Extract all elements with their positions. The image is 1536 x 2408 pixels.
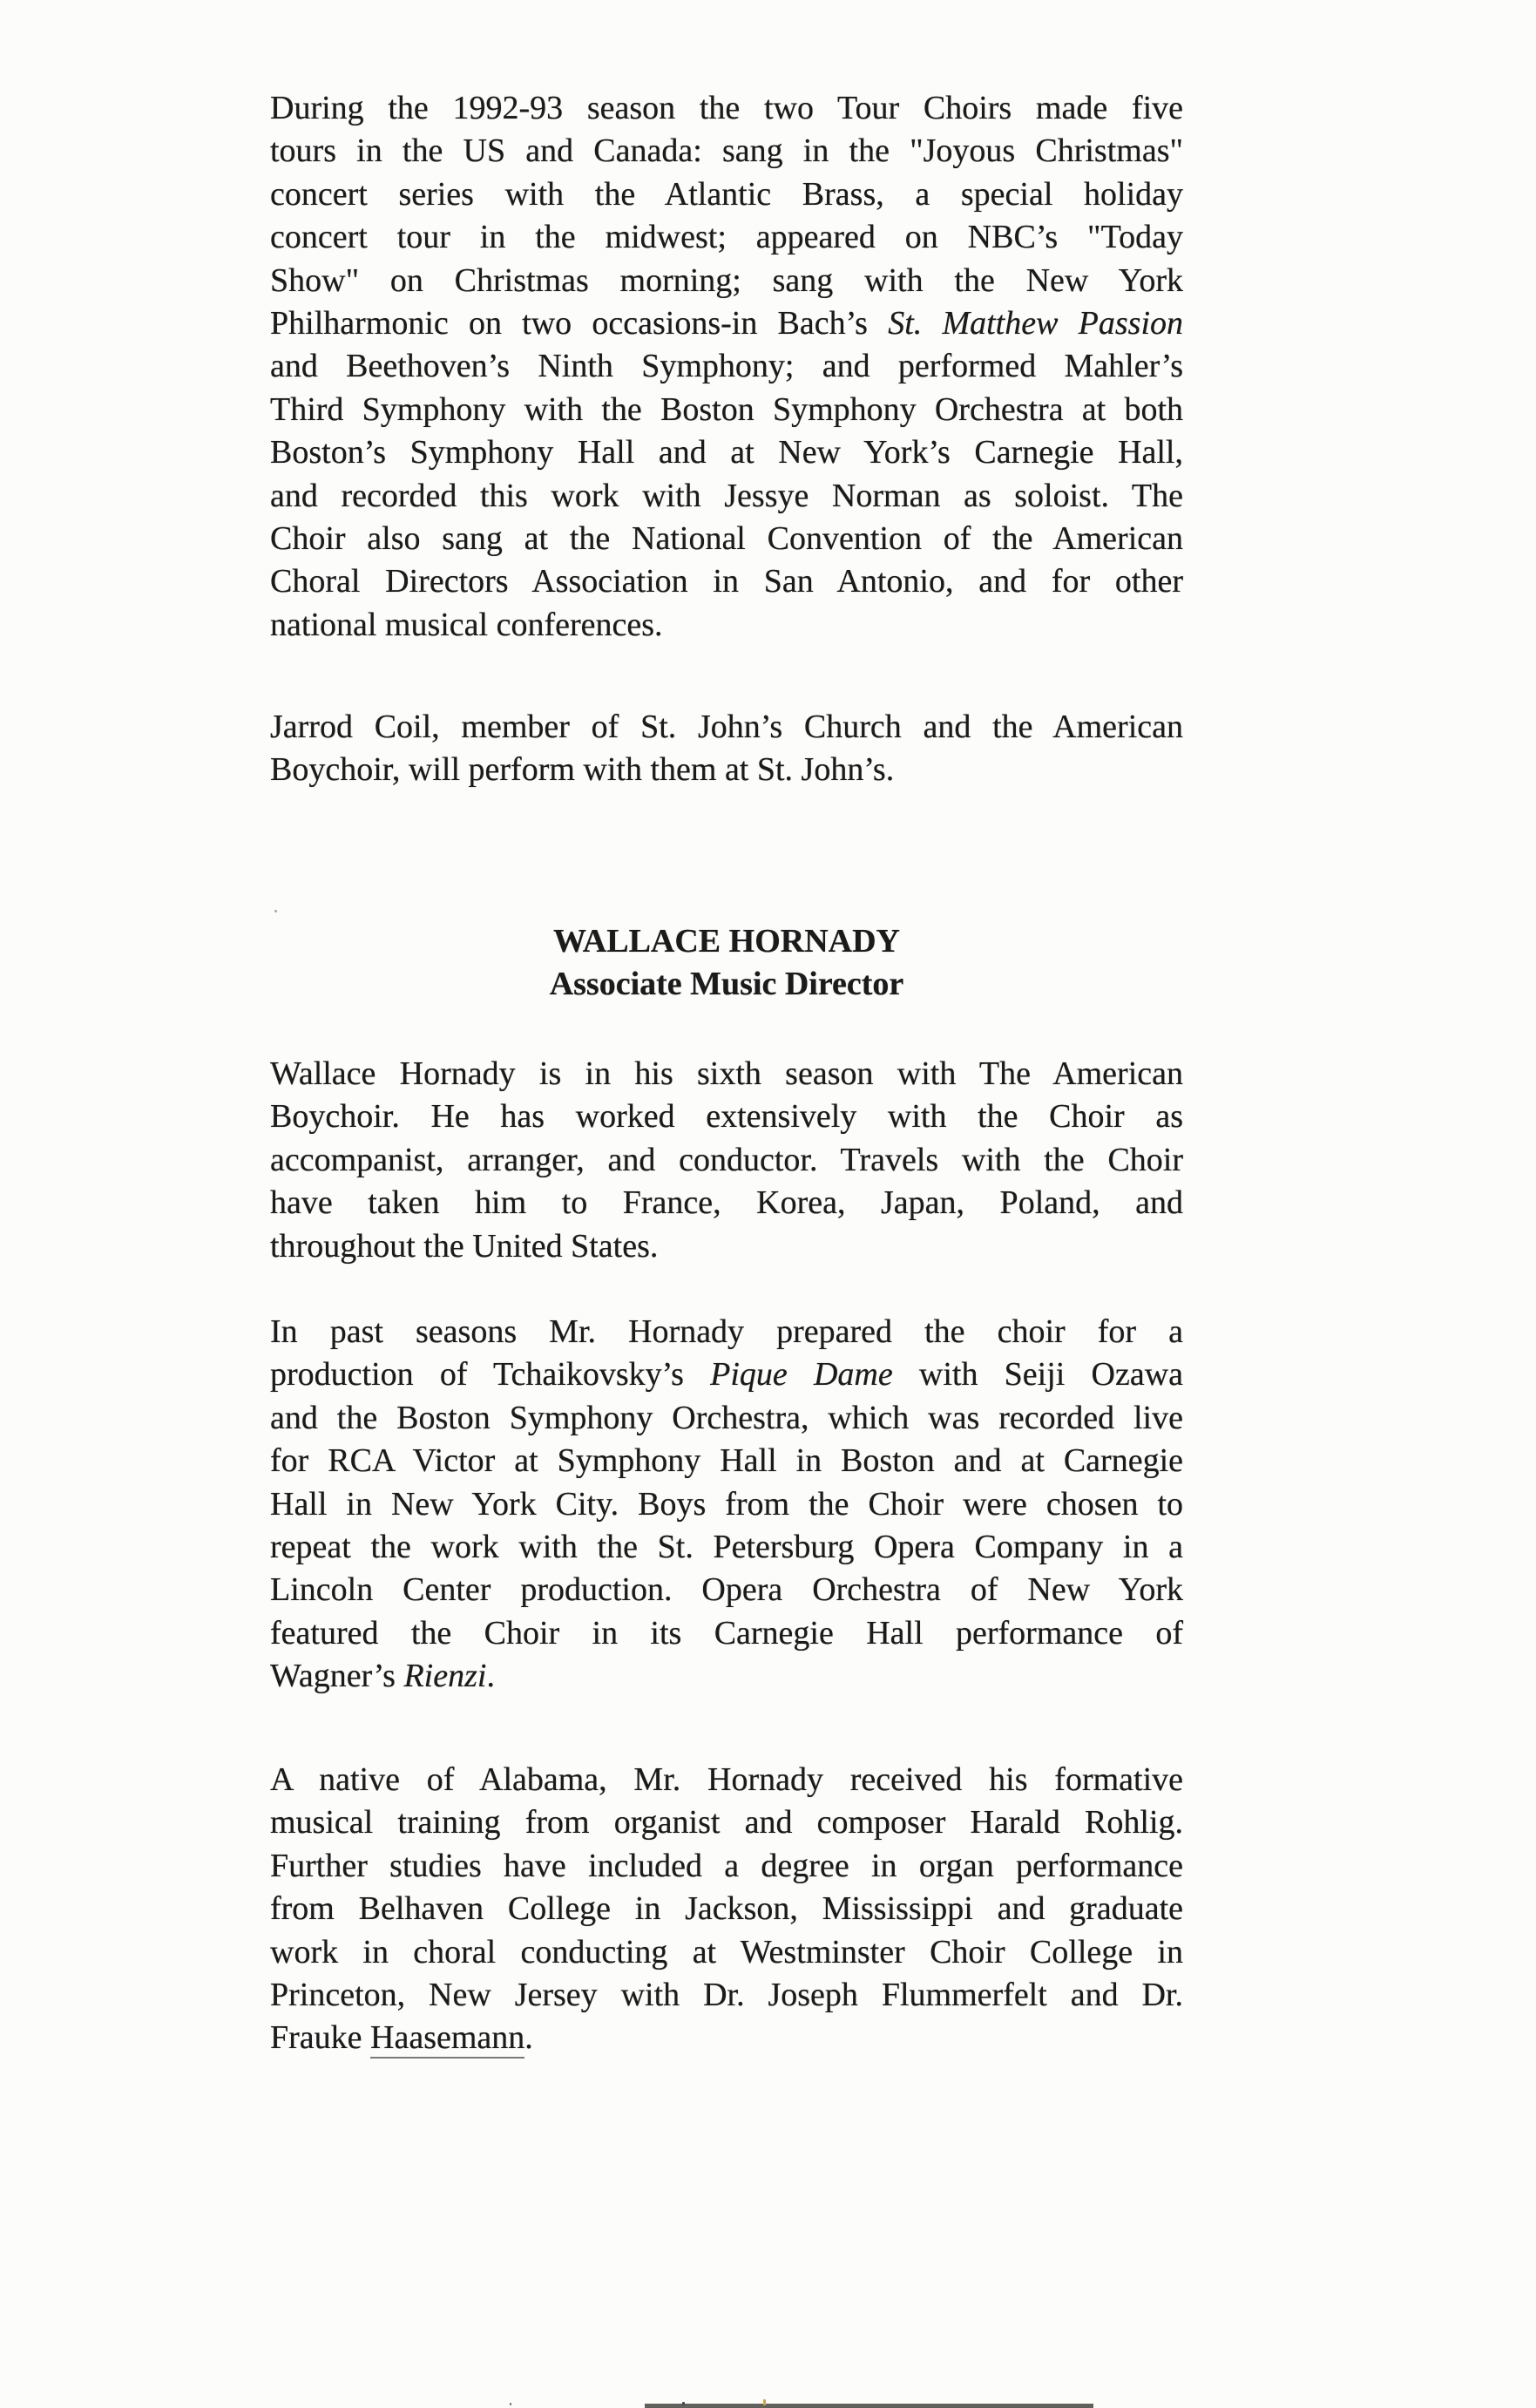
text-line: Boychoir, will perform with them at St. John’s. xyxy=(270,751,895,789)
text-line: Choral Directors Association in San Antonio, and for other xyxy=(270,563,1183,600)
paragraph-past-seasons xyxy=(270,1311,1183,1699)
paragraph-background-training xyxy=(270,1759,1183,2060)
text-line: In past seasons Mr. Hornady prepared the choir for a xyxy=(270,1313,1183,1350)
text-line: Lincoln Center production. Opera Orchestra of New York xyxy=(270,1571,1183,1609)
text-line: musical training from organist and composer Harald Rohlig. xyxy=(270,1804,1183,1842)
text-line: Show" on Christmas morning; sang with the New York xyxy=(270,261,1183,299)
text-line: Wagner’s Rienzi. xyxy=(270,1658,495,1695)
text-line: throughout the United States. xyxy=(270,1227,659,1265)
scan-speck xyxy=(682,2402,685,2405)
paragraph-bio-overview xyxy=(270,1053,1183,1268)
scan-speck xyxy=(763,2399,766,2405)
paragraph-jarrod-coil xyxy=(270,706,1183,792)
text-line: Philharmonic on two occasions-in Bach’s St. Matthew Passion xyxy=(270,305,1183,343)
text-line: production of Tchaikovsky’s Pique Dame with Seiji Ozawa xyxy=(270,1356,1184,1394)
heading-title: Associate Music Director xyxy=(549,966,904,1003)
paragraph-tour-choirs xyxy=(270,87,1183,647)
text-line: from Belhaven College in Jackson, Mississippi and graduate xyxy=(270,1890,1183,1928)
text-line: Hall in New York City. Boys from the Choir were chosen to xyxy=(270,1485,1183,1523)
text-line: During the 1992-93 season the two Tour Choirs made five xyxy=(270,90,1183,126)
text-line: for RCA Victor at Symphony Hall in Boston and at Carnegie xyxy=(270,1442,1183,1480)
text-line: and recorded this work with Jessye Norman as soloist. The xyxy=(270,477,1183,514)
text-line: have taken him to France, Korea, Japan, Poland, and xyxy=(270,1184,1183,1222)
text-line: Princeton, New Jersey with Dr. Joseph Flummerfelt and Dr. xyxy=(270,1977,1183,2014)
text-line: featured the Choir in its Carnegie Hall performance of xyxy=(270,1614,1183,1652)
text-line: concert series with the Atlantic Brass, a special holiday xyxy=(270,175,1183,213)
scan-speck xyxy=(274,910,277,912)
text-line: Wallace Hornady is in his sixth season with The American xyxy=(270,1055,1183,1092)
scan-speck xyxy=(510,2403,511,2405)
section-heading xyxy=(270,920,1183,1007)
text-line: Third Symphony with the Boston Symphony Orchestra at both xyxy=(270,390,1183,428)
text-line: tours in the US and Canada: sang in the "Joyous Christmas" xyxy=(270,132,1183,170)
text-line: Further studies have included a degree in organ performance xyxy=(270,1847,1183,1884)
text-line: Choir also sang at the National Convention of the American xyxy=(270,520,1183,558)
text-line: A native of Alabama, Mr. Hornady received his formative xyxy=(270,1761,1183,1798)
text-line: national musical conferences. xyxy=(270,606,663,643)
text-line: Frauke Haasemann. xyxy=(270,2017,1183,2059)
text-line: repeat the work with the St. Petersburg Opera Company in a xyxy=(270,1529,1183,1566)
text-line: accompanist, arranger, and conductor. Travels with the Choir xyxy=(270,1141,1183,1178)
scan-artifact-bottom-bar xyxy=(645,2404,1093,2408)
heading-name: WALLACE HORNADY xyxy=(553,923,900,960)
text-line: and the Boston Symphony Orchestra, which was recorded live xyxy=(270,1399,1183,1436)
text-line: concert tour in the midwest; appeared on NBC’s "Today xyxy=(270,219,1183,256)
text-line: work in choral conducting at Westminster Choir College in xyxy=(270,1933,1183,1970)
text-line: Jarrod Coil, member of St. John’s Church and the American xyxy=(270,709,1183,745)
text-line: Boychoir. He has worked extensively with the Choir as xyxy=(270,1098,1183,1136)
text-line: Boston’s Symphony Hall and at New York’s Carnegie Hall, xyxy=(270,434,1183,471)
text-line: and Beethoven’s Ninth Symphony; and performed Mahler’s xyxy=(270,348,1183,385)
